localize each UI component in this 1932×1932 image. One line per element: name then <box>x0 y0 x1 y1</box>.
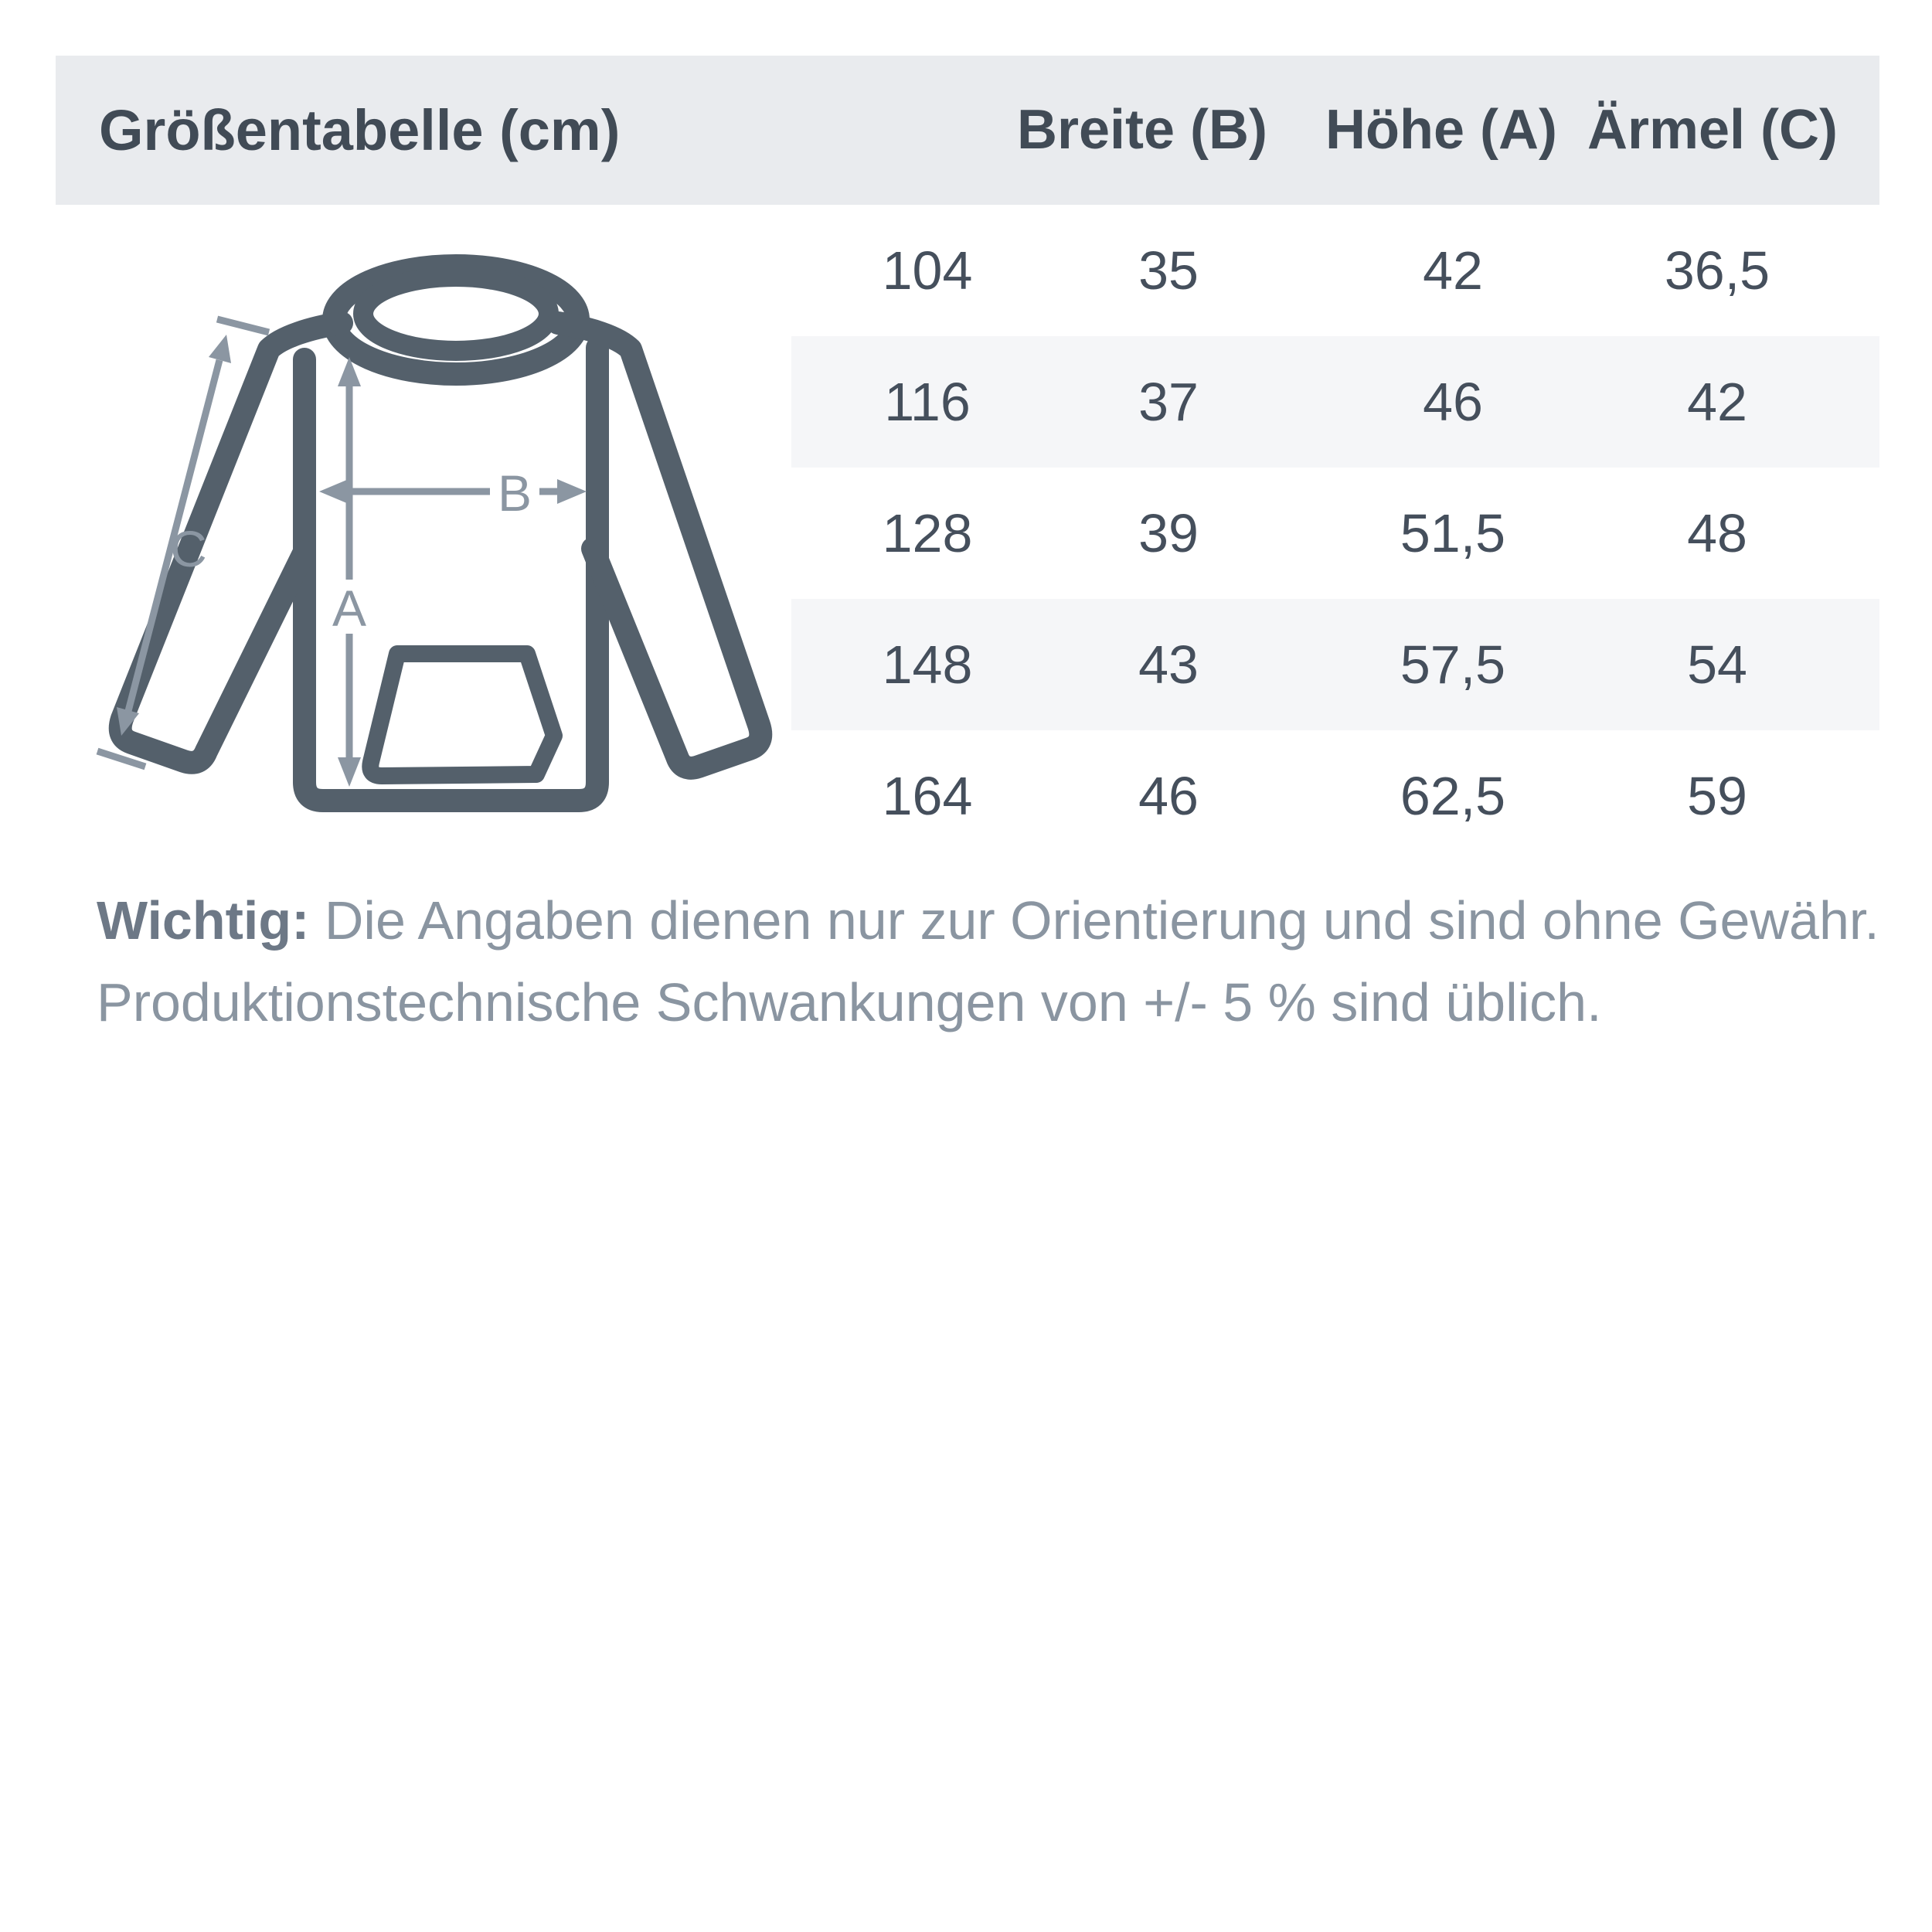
measure-label-b: B <box>497 464 532 522</box>
cell-size: 164 <box>882 766 973 826</box>
hoodie-outline-icon <box>121 266 761 801</box>
cell-breite: 35 <box>1138 240 1199 301</box>
cell-size: 104 <box>882 240 973 301</box>
cell-hoehe: 51,5 <box>1400 503 1506 563</box>
arrow-head-b-left <box>319 479 349 504</box>
hood-inner-ring <box>363 277 549 351</box>
cell-breite: 39 <box>1138 503 1199 563</box>
cell-breite: 46 <box>1138 766 1199 826</box>
cell-size: 148 <box>882 634 973 695</box>
cell-aermel: 48 <box>1687 503 1747 563</box>
disclaimer-note-line2: Produktionstechnische Schwankungen von +/- 5 % sind üblich. <box>97 972 1602 1032</box>
cell-aermel: 42 <box>1687 372 1747 432</box>
disclaimer-note-bold: Wichtig: <box>97 890 310 951</box>
cell-size: 116 <box>884 372 971 432</box>
column-header-breite: Breite (B) <box>1016 99 1268 161</box>
hoodie-pocket <box>370 654 554 776</box>
measure-label-c: C <box>170 520 207 577</box>
arrow-head-b-right <box>557 479 587 504</box>
cell-breite: 43 <box>1138 634 1199 695</box>
size-chart-title: Größentabelle (cm) <box>99 98 621 162</box>
cell-hoehe: 46 <box>1423 372 1483 432</box>
cell-hoehe: 42 <box>1423 240 1483 301</box>
cell-aermel: 59 <box>1687 766 1747 826</box>
disclaimer-note <box>97 879 1889 1043</box>
cell-aermel: 54 <box>1687 634 1747 695</box>
arrow-head-c-up <box>209 335 231 363</box>
cell-aermel: 36,5 <box>1664 240 1770 301</box>
column-header-aermel: Ärmel (C) <box>1587 99 1838 161</box>
size-chart-header <box>56 56 1879 205</box>
hoodie-measurement-diagram <box>85 255 796 842</box>
cell-hoehe: 62,5 <box>1400 766 1506 826</box>
column-header-hoehe: Höhe (A) <box>1325 99 1557 161</box>
cell-size: 128 <box>882 503 973 563</box>
cell-breite: 37 <box>1138 372 1199 432</box>
measure-label-a: A <box>332 580 367 637</box>
arrow-head-a-down <box>338 757 361 787</box>
disclaimer-note-line1: Die Angaben dienen nur zur Orientierung und sind ohne Gewähr. <box>309 890 1879 951</box>
cell-hoehe: 57,5 <box>1400 634 1506 695</box>
